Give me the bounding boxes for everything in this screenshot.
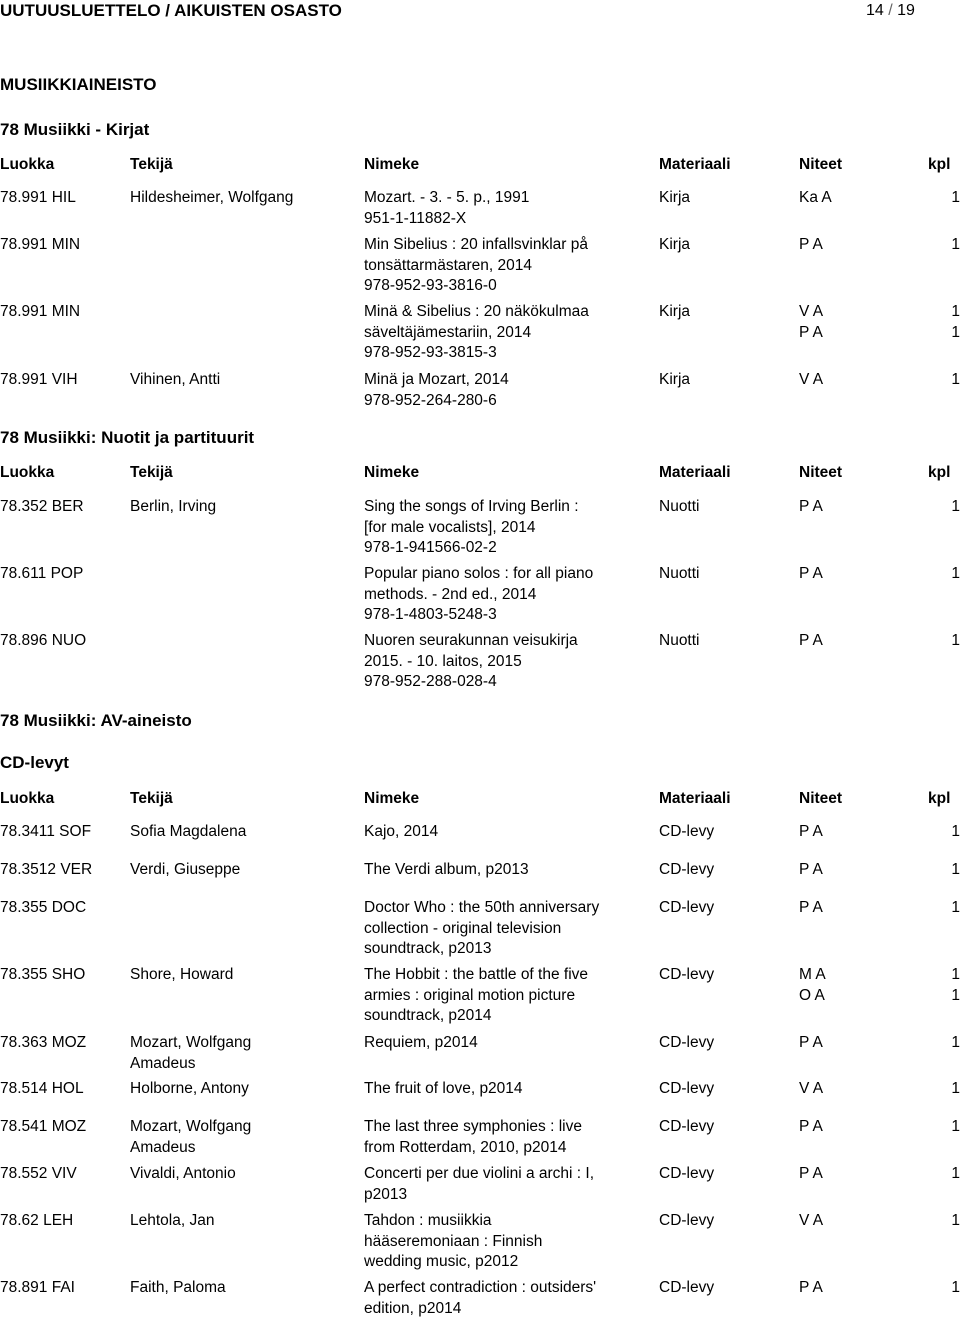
cell-kpl: 1 1	[951, 966, 960, 1004]
cell-niteet: V A P A	[799, 303, 824, 341]
cell-materiaali: CD-levy	[659, 823, 715, 840]
cell-nimeke: Popular piano solos : for all piano methods. - 2nd ed., 2014 978-1-4803-5248-3	[364, 565, 594, 623]
cell-materiaali: Kirja	[659, 371, 691, 388]
cell-niteet: P A	[799, 236, 823, 253]
cell-nimeke: Nuoren seurakunnan veisukirja 2015. - 10. laitos, 2015 978-952-288-028-4	[364, 632, 578, 690]
col-kpl: kpl	[928, 464, 951, 481]
cell-nimeke: Minä ja Mozart, 2014 978-952-264-280-6	[364, 371, 509, 409]
cell-kpl: 1	[951, 498, 960, 515]
cell-kpl: 1	[951, 1279, 960, 1296]
cell-kpl: 1	[951, 236, 960, 253]
col-luokka: Luokka	[0, 464, 55, 481]
cell-tekija: Vihinen, Antti	[130, 371, 221, 388]
cell-nimeke: The Verdi album, p2013	[364, 861, 529, 878]
col-tekija: Tekijä	[130, 156, 173, 173]
cell-niteet: P A	[799, 861, 823, 878]
cell-nimeke: A perfect contradiction : outsiders' edition, p2014	[364, 1279, 597, 1317]
cell-materiaali: Nuotti	[659, 565, 700, 582]
cell-materiaali: CD-levy	[659, 1279, 715, 1296]
group-title: 78 Musiikki: Nuotit ja partituurit	[0, 428, 255, 447]
cell-tekija: Lehtola, Jan	[130, 1212, 215, 1229]
cell-materiaali: Kirja	[659, 189, 691, 206]
col-niteet: Niteet	[799, 464, 843, 481]
cell-kpl: 1	[951, 1080, 960, 1097]
cell-tekija: Berlin, Irving	[130, 498, 217, 515]
col-niteet: Niteet	[799, 790, 843, 807]
col-luokka: Luokka	[0, 156, 55, 173]
cell-luokka: 78.991 VIH	[0, 371, 78, 388]
cell-materiaali: CD-levy	[659, 1118, 715, 1135]
cell-tekija: Vivaldi, Antonio	[130, 1165, 236, 1182]
group-title: 78 Musiikki - Kirjat	[0, 120, 150, 139]
cell-kpl: 1	[951, 899, 960, 916]
cell-materiaali: Kirja	[659, 236, 691, 253]
cell-nimeke: Tahdon : musiikkia hääseremoniaan : Finnish wedding music, p2012	[364, 1212, 543, 1270]
cell-luokka: 78.514 HOL	[0, 1080, 84, 1097]
cell-luokka: 78.991 HIL	[0, 189, 76, 206]
cell-materiaali: Kirja	[659, 303, 691, 320]
col-nimeke: Nimeke	[364, 464, 420, 481]
col-nimeke: Nimeke	[364, 790, 420, 807]
cell-nimeke: Mozart. - 3. - 5. p., 1991 951-1-11882-X	[364, 189, 530, 227]
cell-niteet: M A O A	[799, 966, 826, 1004]
cell-materiaali: CD-levy	[659, 1212, 715, 1229]
cell-nimeke: Sing the songs of Irving Berlin : [for male vocalists], 2014 978-1-941566-02-2	[364, 498, 579, 556]
cell-nimeke: The Hobbit : the battle of the five armies : original motion picture soundtrack, p2014	[364, 966, 589, 1024]
cell-kpl: 1 1	[951, 303, 960, 341]
cell-tekija: Hildesheimer, Wolfgang	[130, 189, 294, 206]
section-title: MUSIIKKIAINEISTO	[0, 75, 157, 94]
page-total: 19	[897, 2, 915, 19]
cell-tekija: Mozart, Wolfgang Amadeus	[130, 1118, 252, 1156]
page-title: UUTUUSLUETTELO / AIKUISTEN OSASTO	[0, 1, 342, 20]
cell-materiaali: Nuotti	[659, 632, 700, 649]
group-title: 78 Musiikki: AV-aineisto	[0, 711, 192, 730]
cell-kpl: 1	[951, 565, 960, 582]
cell-kpl: 1	[951, 1118, 960, 1135]
cell-nimeke: The fruit of love, p2014	[364, 1080, 523, 1097]
cell-tekija: Faith, Paloma	[130, 1279, 226, 1296]
cell-niteet: P A	[799, 823, 823, 840]
col-materiaali: Materiaali	[659, 790, 731, 807]
col-niteet: Niteet	[799, 156, 843, 173]
cell-niteet: P A	[799, 632, 823, 649]
cell-nimeke: Minä & Sibelius : 20 näkökulmaa säveltäjämestariin, 2014 978-952-93-3815-3	[364, 303, 589, 361]
col-tekija: Tekijä	[130, 464, 173, 481]
cell-kpl: 1	[951, 1165, 960, 1182]
cell-niteet: P A	[799, 565, 823, 582]
cell-niteet: P A	[799, 1118, 823, 1135]
col-kpl: kpl	[928, 790, 951, 807]
cell-niteet: V A	[799, 1080, 824, 1097]
cell-luokka: 78.991 MIN	[0, 236, 81, 253]
cell-tekija: Mozart, Wolfgang Amadeus	[130, 1034, 252, 1072]
group-subtitle: CD-levyt	[0, 753, 69, 772]
cell-niteet: Ka A	[799, 189, 832, 206]
col-tekija: Tekijä	[130, 790, 173, 807]
cell-niteet: P A	[799, 1165, 823, 1182]
cell-tekija: Verdi, Giuseppe	[130, 861, 241, 878]
cell-niteet: P A	[799, 1279, 823, 1296]
cell-kpl: 1	[951, 632, 960, 649]
cell-nimeke: Kajo, 2014	[364, 823, 439, 840]
cell-nimeke: Min Sibelius : 20 infallsvinklar på tonsättarmästaren, 2014 978-952-93-3816-0	[364, 236, 588, 294]
col-materiaali: Materiaali	[659, 156, 731, 173]
cell-materiaali: CD-levy	[659, 1034, 715, 1051]
cell-niteet: P A	[799, 498, 823, 515]
cell-luokka: 78.552 VIV	[0, 1165, 77, 1182]
cell-kpl: 1	[951, 371, 960, 388]
cell-luokka: 78.896 NUO	[0, 632, 87, 649]
cell-materiaali: CD-levy	[659, 861, 715, 878]
cell-materiaali: CD-levy	[659, 1080, 715, 1097]
cell-kpl: 1	[951, 189, 960, 206]
col-nimeke: Nimeke	[364, 156, 420, 173]
cell-luokka: 78.3411 SOF	[0, 823, 92, 840]
cell-luokka: 78.352 BER	[0, 498, 84, 515]
cell-niteet: P A	[799, 899, 823, 916]
cell-tekija: Holborne, Antony	[130, 1080, 249, 1097]
cell-nimeke: Requiem, p2014	[364, 1034, 478, 1051]
page-number	[866, 1, 915, 21]
cell-niteet: V A	[799, 1212, 824, 1229]
cell-nimeke: Concerti per due violini a archi : I, p2013	[364, 1165, 595, 1203]
cell-niteet: V A	[799, 371, 824, 388]
cell-kpl: 1	[951, 1034, 960, 1051]
cell-materiaali: CD-levy	[659, 899, 715, 916]
cell-nimeke: The last three symphonies : live from Rotterdam, 2010, p2014	[364, 1118, 582, 1156]
cell-luokka: 78.541 MOZ	[0, 1118, 87, 1135]
page-separator: /	[888, 2, 893, 19]
cell-luokka: 78.363 MOZ	[0, 1034, 87, 1051]
cell-luokka: 78.991 MIN	[0, 303, 81, 320]
cell-luokka: 78.611 POP	[0, 565, 84, 582]
cell-tekija: Sofia Magdalena	[130, 823, 247, 840]
cell-kpl: 1	[951, 823, 960, 840]
col-kpl: kpl	[928, 156, 951, 173]
page-current: 14	[866, 2, 884, 19]
col-luokka: Luokka	[0, 790, 55, 807]
cell-luokka: 78.62 LEH	[0, 1212, 74, 1229]
cell-tekija: Shore, Howard	[130, 966, 234, 983]
cell-materiaali: CD-levy	[659, 1165, 715, 1182]
cell-luokka: 78.355 DOC	[0, 899, 87, 916]
cell-kpl: 1	[951, 1212, 960, 1229]
cell-luokka: 78.3512 VER	[0, 861, 93, 878]
cell-kpl: 1	[951, 861, 960, 878]
cell-materiaali: Nuotti	[659, 498, 700, 515]
col-materiaali: Materiaali	[659, 464, 731, 481]
cell-luokka: 78.891 FAI	[0, 1279, 75, 1296]
cell-niteet: P A	[799, 1034, 823, 1051]
cell-nimeke: Doctor Who : the 50th anniversary collection - original television soundtrack, p2013	[364, 899, 600, 957]
cell-materiaali: CD-levy	[659, 966, 715, 983]
cell-luokka: 78.355 SHO	[0, 966, 86, 983]
